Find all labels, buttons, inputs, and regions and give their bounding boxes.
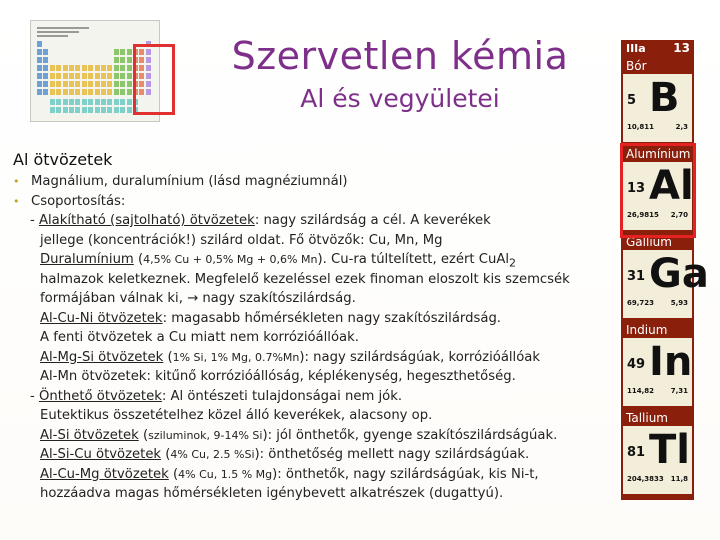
- periodic-table-cell: [120, 49, 125, 55]
- periodic-table-cell: [120, 107, 125, 113]
- density: 2,70: [670, 211, 688, 219]
- periodic-table-cell: [95, 99, 100, 105]
- periodic-table-cell: [127, 81, 132, 87]
- periodic-table-cell: [63, 107, 68, 113]
- atomic-mass: 10,811: [627, 123, 655, 131]
- periodic-table-cell: [82, 81, 87, 87]
- periodic-table-cell: [50, 73, 55, 79]
- density: 5,93: [670, 299, 688, 307]
- term-al-mg-si: Al-Mg-Si ötvözetek: [40, 349, 164, 365]
- periodic-table-cell: [69, 89, 74, 95]
- periodic-table-cell: [37, 89, 42, 95]
- term-al-si: Al-Si ötvözetek: [40, 427, 139, 443]
- bullet-icon: •: [13, 194, 20, 208]
- group-label: IIIa: [626, 42, 646, 55]
- periodic-table-cell: [50, 81, 55, 87]
- atomic-number: 31: [627, 269, 646, 284]
- periodic-table-cell: [95, 81, 100, 87]
- periodic-table-cell: [37, 57, 42, 63]
- periodic-table-cell: [43, 49, 48, 55]
- periodic-table-cell: [43, 81, 48, 87]
- bullet-icon: •: [13, 175, 20, 188]
- element-card-thallium: [621, 408, 694, 496]
- periodic-table-cell: [63, 99, 68, 105]
- text-line: A fenti ötvözetek a Cu miatt nem korrózióállóak.: [40, 330, 359, 345]
- periodic-table-cell: [37, 81, 42, 87]
- periodic-table-header: [37, 27, 89, 37]
- text-line: - Alakítható (sajtolható) ötvözetek: nagy szilárdság a cél. A keverékek: [30, 213, 491, 228]
- text-line: - Önthető ötvözetek: Al öntészeti tulajdonságai nem jók.: [30, 388, 403, 404]
- text-line: Al-Cu-Mg ötvözetek (4% Cu, 1.5 % Mg): önthetők, nagy szilárdságúak, kis Ni-t,: [40, 466, 539, 482]
- periodic-table-cell: [127, 107, 132, 113]
- periodic-table-cell: [50, 107, 55, 113]
- atomic-mass: 69,723: [627, 299, 655, 307]
- periodic-table-cell: [82, 107, 87, 113]
- periodic-table-cell: [69, 65, 74, 71]
- text-line: jellege (koncentrációk!) szilárd oldat. Fő ötvözők: Cu, Mn, Mg: [40, 232, 443, 248]
- text-line: Al-Cu-Ni ötvözetek: magasabb hőmérsékleten nagy szakítószilárdság.: [40, 310, 502, 326]
- periodic-table-cell: [107, 65, 112, 71]
- periodic-table-cell: [63, 81, 68, 87]
- periodic-table-cell: [88, 81, 93, 87]
- text-line: Al-Si-Cu ötvözetek (4% Cu, 2.5 %Si): önthetőség mellett nagy szilárdságúak.: [40, 447, 530, 462]
- element-name: Bór: [626, 59, 647, 73]
- atomic-mass: 26,9815: [627, 211, 659, 219]
- density: 11,8: [670, 475, 688, 483]
- periodic-table-cell: [95, 89, 100, 95]
- bullet-line: [13, 172, 613, 192]
- periodic-table-cell: [75, 107, 80, 113]
- element-symbol: In: [649, 339, 693, 385]
- atomic-number: 13: [627, 181, 646, 196]
- periodic-table-cell: [120, 73, 125, 79]
- periodic-table-cell: [63, 89, 68, 95]
- periodic-table-cell: [69, 81, 74, 87]
- periodic-table-cell: [50, 65, 55, 71]
- periodic-table-cell: [43, 89, 48, 95]
- periodic-table-cell: [88, 65, 93, 71]
- term-alakithato: Alakítható (sajtolható) ötvözetek: [38, 213, 255, 228]
- periodic-table-cell: [56, 89, 61, 95]
- periodic-table-cell: [56, 81, 61, 87]
- periodic-table-cell: [75, 73, 80, 79]
- periodic-table-cell: [50, 99, 55, 105]
- slide-subtitle: Al és vegyületei: [300, 84, 500, 113]
- periodic-table-cell: [101, 89, 106, 95]
- periodic-table-cell: [95, 107, 100, 113]
- periodic-table-cell: [114, 49, 119, 55]
- periodic-table-cell: [120, 81, 125, 87]
- periodic-table-cell: [114, 73, 119, 79]
- element-symbol: Ga: [649, 251, 709, 297]
- element-symbol: Tl: [649, 427, 690, 473]
- periodic-table-cell: [114, 57, 119, 63]
- text-line: Al-Si ötvözetek (sziluminok, 9-14% Si): jól önthetők, gyenge szakítószilárdságúak.: [40, 427, 558, 443]
- term-al-cu-ni: Al-Cu-Ni ötvözetek: [40, 310, 163, 326]
- periodic-table-cell: [120, 89, 125, 95]
- text-line: hozzáadva magas hőmérsékleten igénybevett alkatrészek (dugattyú).: [40, 486, 504, 501]
- element-card-boron: [621, 56, 694, 144]
- periodic-table-cell: [107, 89, 112, 95]
- periodic-table-cell: [37, 41, 42, 47]
- periodic-table-cell: [75, 81, 80, 87]
- periodic-table-cell: [114, 81, 119, 87]
- periodic-table-cell: [37, 65, 42, 71]
- periodic-table-cell: [75, 99, 80, 105]
- periodic-table-cell: [95, 65, 100, 71]
- periodic-table-cell: [82, 99, 87, 105]
- periodic-table-cell: [75, 65, 80, 71]
- element-card-indium: [621, 320, 694, 408]
- periodic-table-cell: [127, 57, 132, 63]
- periodic-table-cell: [127, 65, 132, 71]
- term-al-cu-mg: Al-Cu-Mg ötvözetek: [40, 466, 169, 482]
- periodic-table-cell: [107, 99, 112, 105]
- periodic-table-cell: [127, 99, 132, 105]
- periodic-table-cell: [101, 81, 106, 87]
- atomic-mass: 204,3833: [627, 475, 664, 483]
- element-card-gallium: [621, 232, 709, 320]
- term-ontheto: Önthető ötvözetek: [38, 388, 162, 404]
- periodic-table-thumbnail: [30, 20, 160, 122]
- periodic-table-cell: [43, 73, 48, 79]
- periodic-table-cell: [88, 73, 93, 79]
- periodic-table-cell: [56, 107, 61, 113]
- periodic-table-cell: [88, 107, 93, 113]
- element-name: Tallium: [626, 411, 668, 425]
- periodic-table-cell: [120, 65, 125, 71]
- group-13-elements: [621, 40, 709, 500]
- element-name: Alumínium: [626, 147, 691, 161]
- element-name: Gallium: [626, 235, 672, 249]
- periodic-table-cell: [107, 107, 112, 113]
- periodic-table-cell: [120, 57, 125, 63]
- periodic-table-cell: [88, 89, 93, 95]
- bullet-line: [13, 192, 613, 212]
- atomic-mass: 114,82: [627, 387, 655, 395]
- periodic-table-cell: [88, 99, 93, 105]
- periodic-table-cell: [101, 65, 106, 71]
- periodic-table-cell: [56, 73, 61, 79]
- periodic-table-cell: [127, 73, 132, 79]
- element-symbol: Al: [649, 163, 694, 209]
- periodic-table-cell: [50, 89, 55, 95]
- periodic-table-cell: [101, 99, 106, 105]
- periodic-table-cell: [69, 107, 74, 113]
- element-tile: [623, 74, 692, 142]
- periodic-table-cell: [56, 65, 61, 71]
- periodic-table-cell: [75, 89, 80, 95]
- atomic-number: 81: [627, 445, 646, 460]
- density: 7,31: [670, 387, 688, 395]
- periodic-table-cell: [101, 73, 106, 79]
- text-line: formájában válnak ki, → nagy szakítószilárdság.: [40, 291, 356, 306]
- periodic-table-cell: [114, 65, 119, 71]
- group-header: [621, 40, 694, 56]
- text-line: Eutektikus összetételhez közel álló keverékek, alacsony op.: [40, 408, 433, 423]
- atomic-number: 49: [627, 357, 646, 372]
- group-number: 13: [673, 41, 690, 55]
- element-symbol: B: [649, 75, 680, 121]
- periodic-table-cell: [82, 65, 87, 71]
- periodic-table-cell: [127, 89, 132, 95]
- periodic-table-cell: [82, 73, 87, 79]
- density: 2,3: [675, 123, 688, 131]
- periodic-table-highlight: [133, 44, 175, 115]
- periodic-table-cell: [69, 73, 74, 79]
- periodic-table-cell: [114, 107, 119, 113]
- periodic-table-cell: [43, 57, 48, 63]
- aluminium-highlight: [620, 143, 696, 238]
- periodic-table-cell: [120, 99, 125, 105]
- periodic-table-cell: [63, 73, 68, 79]
- element-tile: [623, 250, 709, 318]
- periodic-table-cell: [114, 99, 119, 105]
- periodic-table-cell: [37, 73, 42, 79]
- element-tile: [623, 426, 692, 494]
- slide-title: Szervetlen kémia: [231, 34, 569, 78]
- text-line: Al-Mn ötvözetek: kitűnő korrózióállóság, képlékenység, hegeszthetőség.: [40, 369, 516, 384]
- periodic-table-cell: [43, 65, 48, 71]
- text-line: halmazok keletkeznek. Megfelelő kezeléssel ezek finoman eloszolt kis szemcsék: [40, 271, 570, 287]
- periodic-table-cell: [69, 99, 74, 105]
- periodic-table-cell: [107, 73, 112, 79]
- text-line: Duralumínium (4,5% Cu + 0,5% Mg + 0,6% Mn). Cu-ra túltelített, ezért CuAl$_2$: [40, 252, 517, 270]
- atomic-number: 5: [627, 93, 637, 108]
- element-name: Indium: [626, 323, 668, 337]
- element-tile: [623, 338, 692, 406]
- text-line: Csoportosítás:: [31, 193, 126, 209]
- periodic-table-cell: [101, 107, 106, 113]
- periodic-table-cell: [127, 49, 132, 55]
- periodic-table-cell: [82, 89, 87, 95]
- periodic-table-cell: [63, 65, 68, 71]
- alloy-text: [13, 172, 613, 504]
- periodic-table-cell: [114, 89, 119, 95]
- section-heading: Al ötvözetek: [13, 150, 113, 169]
- periodic-table-cell: [37, 49, 42, 55]
- periodic-table-cell: [56, 99, 61, 105]
- text-line: Al-Mg-Si ötvözetek (1% Si, 1% Mg, 0.7%Mn): nagy szilárdságúak, korrózióállóak: [40, 349, 541, 365]
- text-line: Magnálium, duralumínium (lásd magnéziumnál): [31, 174, 348, 189]
- term-al-si-cu: Al-Si-Cu ötvözetek: [40, 447, 162, 462]
- periodic-table-cell: [95, 73, 100, 79]
- periodic-table-cell: [107, 81, 112, 87]
- term-duraluminium: Duralumínium: [40, 252, 134, 267]
